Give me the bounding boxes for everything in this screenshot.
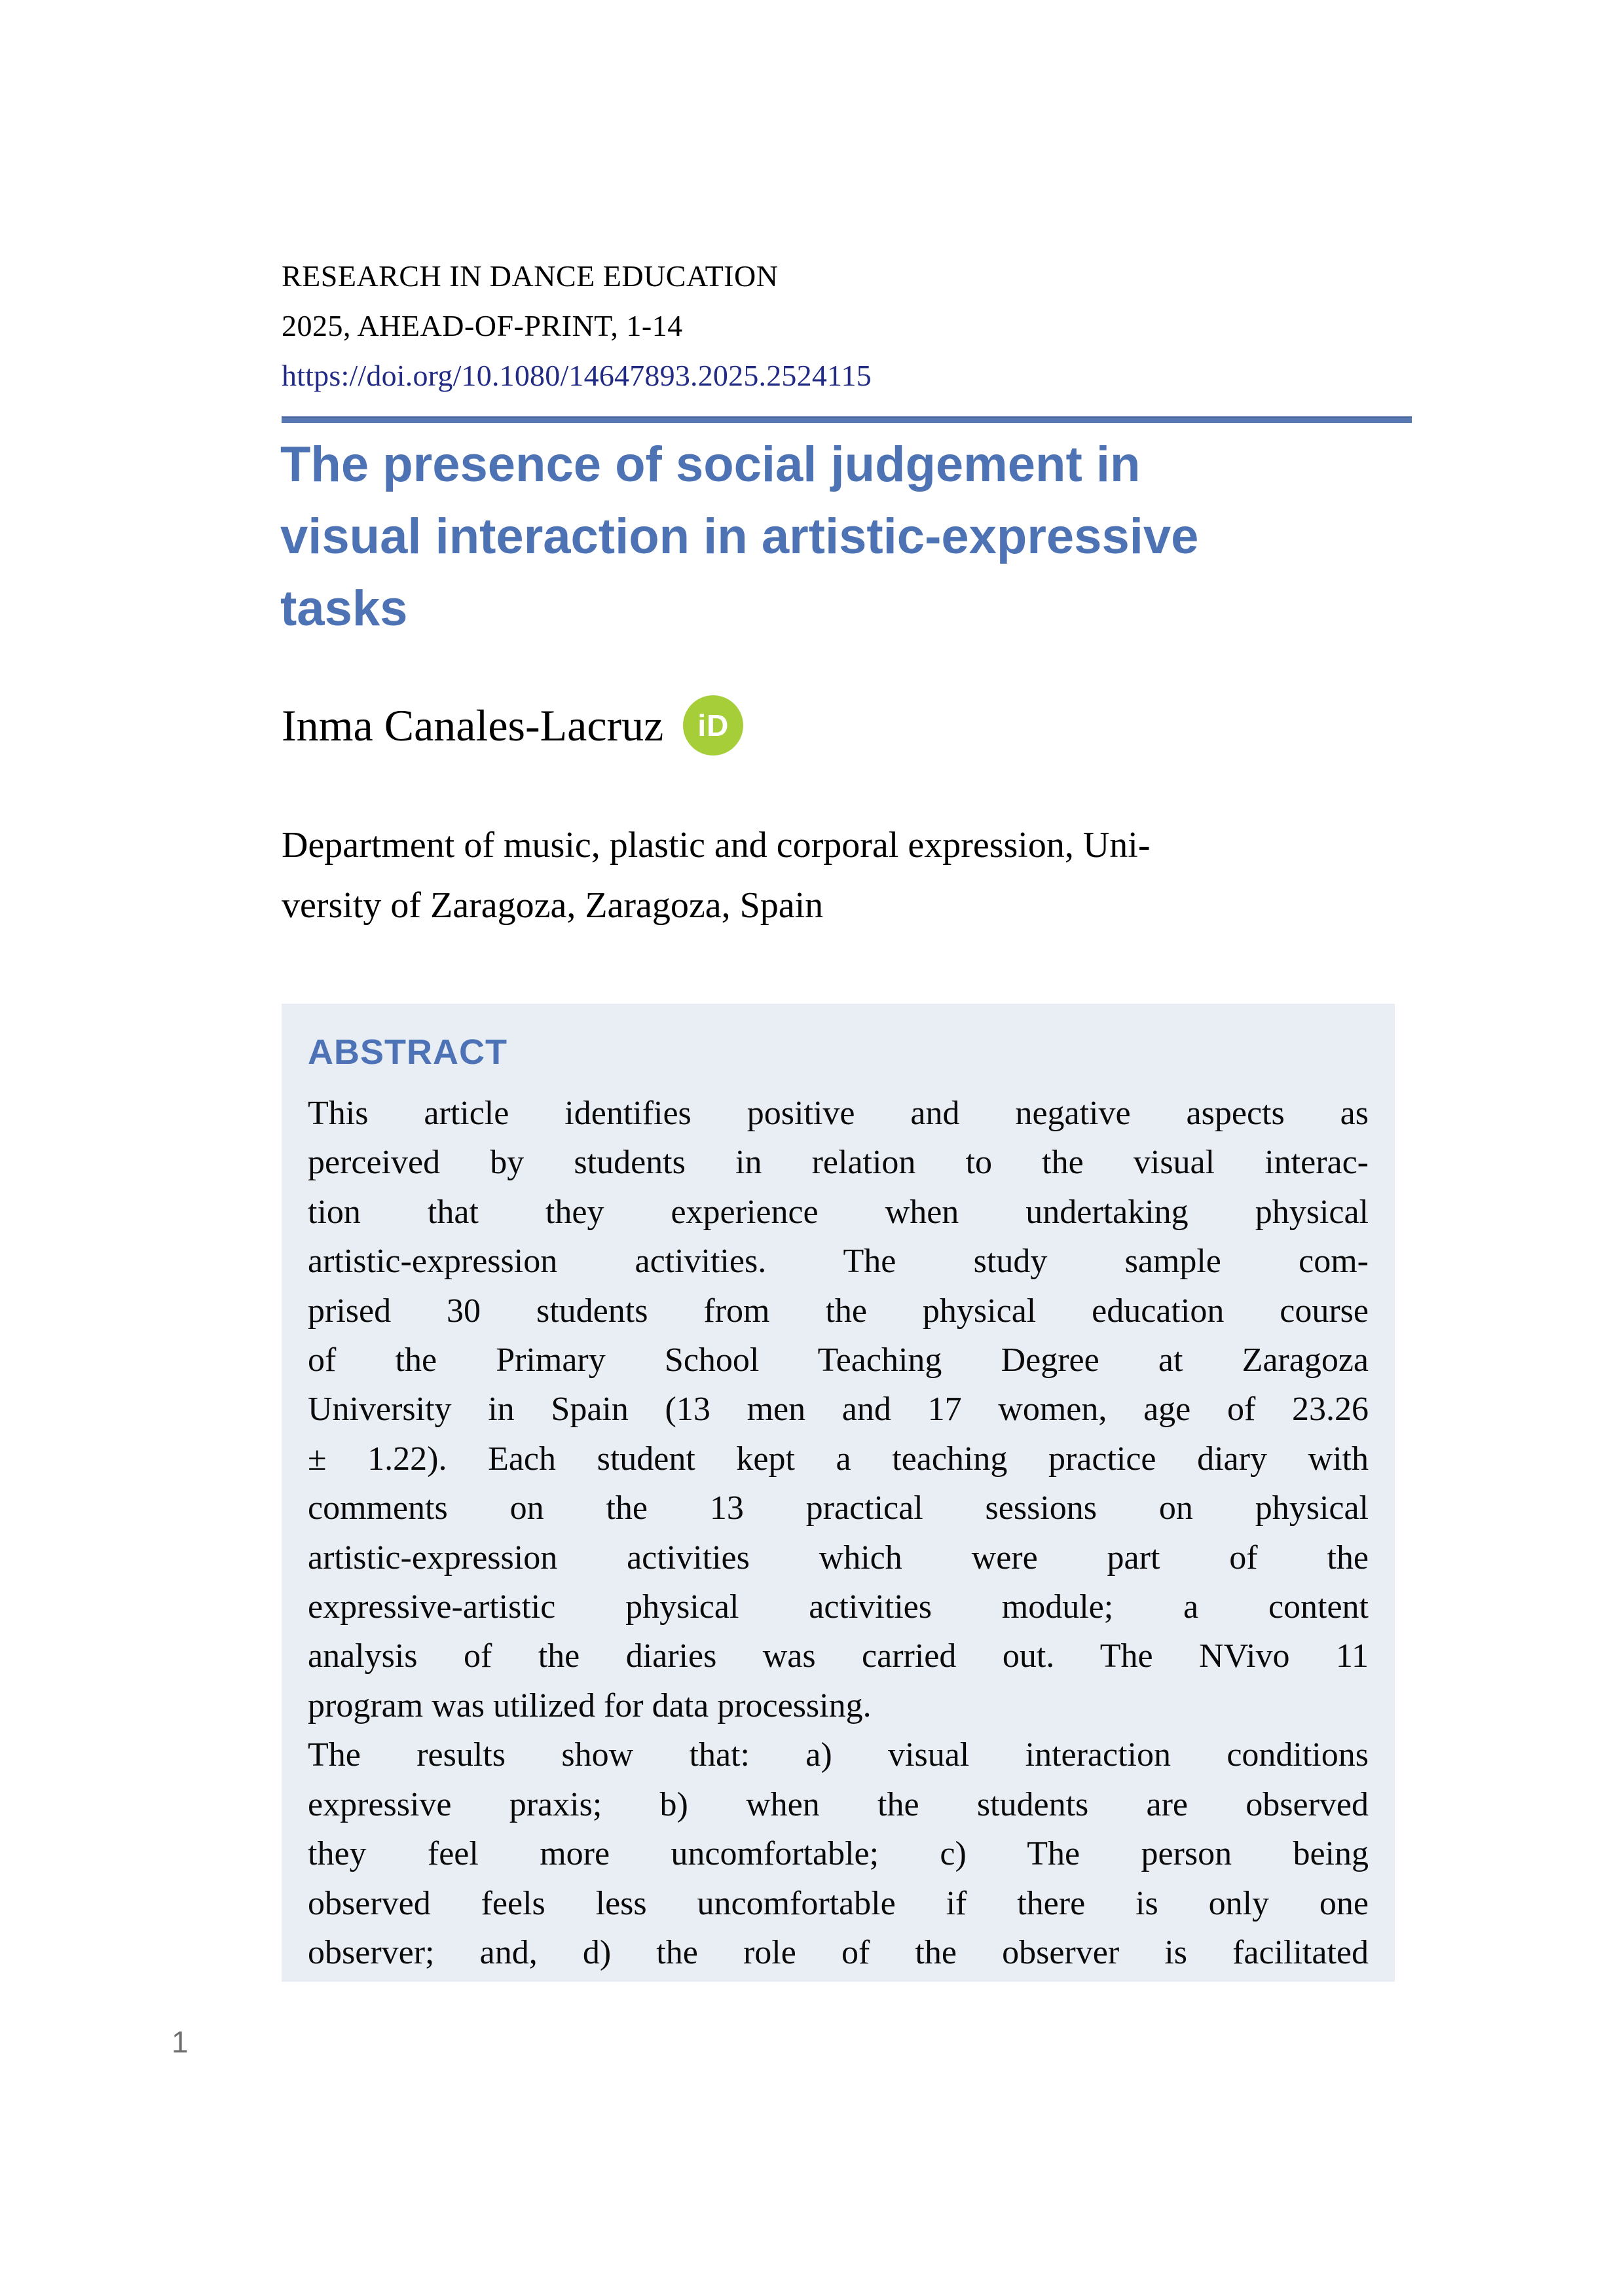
abstract-line: ± 1.22). Each student kept a teaching practice diary with — [308, 1440, 1369, 1478]
abstract-line: This article identifies positive and negative aspects as — [308, 1095, 1369, 1132]
affiliation — [282, 815, 1395, 936]
abstract-line: comments on the 13 practical sessions on physical — [308, 1489, 1369, 1527]
abstract-line: artistic-expression activities which were part of the — [308, 1539, 1369, 1576]
doi-line — [282, 351, 872, 401]
title-divider-rule — [282, 416, 1412, 423]
abstract-line: observed feels less uncomfortable if there is only one — [308, 1884, 1369, 1922]
abstract-line: The results show that: a) visual interaction conditions — [308, 1736, 1369, 1774]
abstract-line: perceived by students in relation to the visual interac- — [308, 1144, 1369, 1182]
abstract-line: expressive praxis; b) when the students are observed — [308, 1785, 1369, 1823]
title-line: tasks — [280, 581, 408, 636]
author-row — [282, 693, 743, 758]
issue-line: 2025, AHEAD-OF-PRINT, 1-14 — [282, 309, 683, 342]
orcid-icon[interactable]: iD — [683, 695, 743, 756]
journal-name: RESEARCH IN DANCE EDUCATION — [282, 259, 779, 293]
abstract-label: ABSTRACT — [308, 1032, 507, 1072]
abstract-line: observer; and, d) the role of the observer is facilitated — [308, 1933, 1369, 1971]
doi-link[interactable]: https://doi.org/10.1080/14647893.2025.2524115 — [282, 359, 872, 392]
affiliation-line: versity of Zaragoza, Zaragoza, Spain — [282, 885, 824, 926]
abstract-line: of the Primary School Teaching Degree at Zaragoza — [308, 1341, 1369, 1379]
affiliation-line: Department of music, plastic and corporal expression, Uni- — [282, 825, 1151, 866]
abstract-section — [282, 1004, 1395, 1982]
author-name: Inma Canales-Lacruz — [282, 701, 664, 750]
abstract-line: program was utilized for data processing. — [308, 1686, 872, 1724]
title-line: visual interaction in artistic-expressive — [280, 509, 1199, 564]
abstract-line: artistic-expression activities. The study sample com- — [308, 1243, 1369, 1281]
abstract-text — [308, 1089, 1369, 1977]
article-title — [280, 429, 1426, 645]
abstract-line: University in Spain (13 men and 17 women, age of 23.26 — [308, 1391, 1369, 1429]
abstract-line: prised 30 students from the physical education course — [308, 1292, 1369, 1330]
abstract-line: they feel more uncomfortable; c) The person being — [308, 1835, 1369, 1873]
abstract-line: expressive-artistic physical activities module; a content — [308, 1588, 1369, 1626]
abstract-line: analysis of the diaries was carried out. The NVivo 11 — [308, 1637, 1369, 1675]
page-number: 1 — [172, 2025, 189, 2059]
title-line: The presence of social judgement in — [280, 437, 1141, 492]
abstract-line: tion that they experience when undertaking physical — [308, 1193, 1369, 1231]
journal-header — [282, 251, 872, 401]
